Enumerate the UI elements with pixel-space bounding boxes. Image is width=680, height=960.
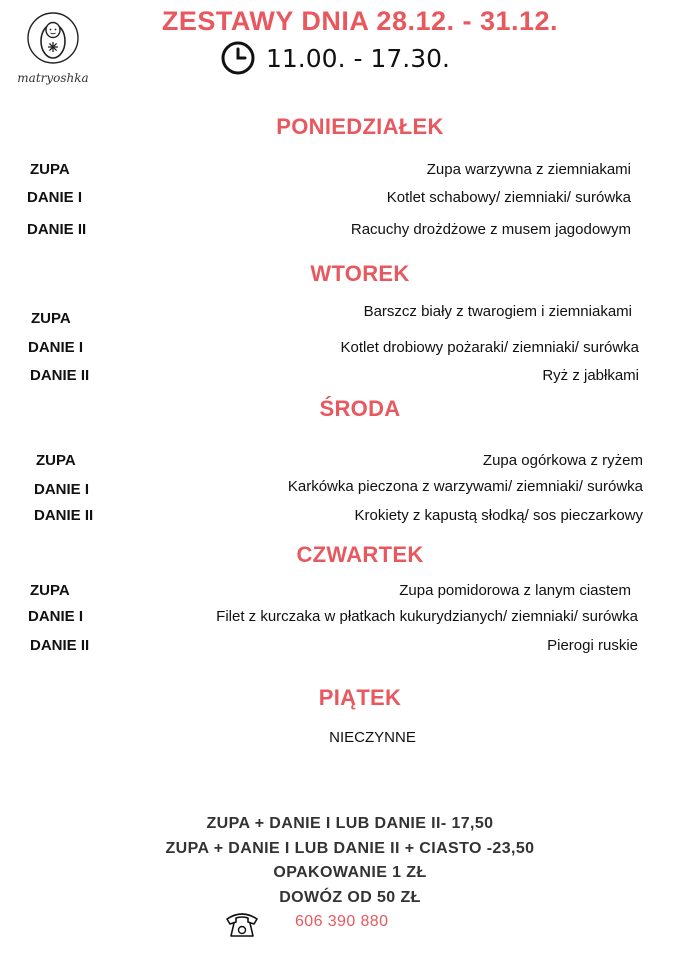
menu-label: ZUPA xyxy=(31,310,71,327)
menu-label: DANIE II xyxy=(27,221,87,238)
menu-dish: Zupa pomidorowa z lanym ciastem xyxy=(399,582,631,599)
menu-label: DANIE I xyxy=(34,481,90,498)
packaging-fee: OPAKOWANIE 1 ZŁ xyxy=(273,864,427,881)
day-heading-thursday: CZWARTEK xyxy=(296,542,424,567)
menu-dish: Barszcz biały z twarogiem i ziemniakami xyxy=(363,303,632,320)
menu-dish: Ryż z jabłkami xyxy=(542,367,639,384)
menu-dish: Zupa warzywna z ziemniakami xyxy=(426,161,631,178)
closed-notice: NIECZYNNE xyxy=(329,729,416,746)
menu-label: DANIE II xyxy=(34,507,94,524)
menu-dish: Karkówka pieczona z warzywami/ ziemniaki/ surówka xyxy=(287,478,643,495)
day-heading-wednesday: ŚRODA xyxy=(319,396,401,421)
phone-number[interactable]: 606 390 880 xyxy=(295,913,389,930)
delivery-note: DOWÓZ OD 50 ZŁ xyxy=(279,889,421,906)
hours-text: 11.00. - 17.30. xyxy=(266,43,450,73)
menu-dish: Racuchy drożdżowe z musem jagodowym xyxy=(350,221,631,238)
menu-dish: Kotlet drobiowy pożaraki/ ziemniaki/ surówka xyxy=(340,339,639,356)
menu-label: DANIE I xyxy=(28,608,84,625)
menu-dish: Filet z kurczaka w płatkach kukurydzianych/ ziemniaki/ surówka xyxy=(216,608,638,625)
logo-caption: matryoshka xyxy=(17,71,89,85)
day-heading-tuesday: WTOREK xyxy=(310,261,410,286)
opening-hours xyxy=(220,40,450,76)
menu-label: DANIE I xyxy=(28,339,84,356)
menu-label: DANIE II xyxy=(30,367,90,384)
menu-dish: Kotlet schabowy/ ziemniaki/ surówka xyxy=(386,189,631,206)
menu-label: ZUPA xyxy=(30,161,70,178)
menu-label: ZUPA xyxy=(30,582,70,599)
price-line: ZUPA + DANIE I LUB DANIE II + CIASTO -23,50 xyxy=(165,840,535,857)
telephone-icon xyxy=(224,910,260,940)
menu-dish: Pierogi ruskie xyxy=(547,637,638,654)
page-title: ZESTAWY DNIA 28.12. - 31.12. xyxy=(161,6,559,36)
clock-icon xyxy=(220,40,256,76)
menu-label: DANIE II xyxy=(30,637,90,654)
day-heading-friday: PIĄTEK xyxy=(318,685,402,710)
menu-label: DANIE I xyxy=(27,189,83,206)
menu-dish: Krokiety z kapustą słodką/ sos pieczarkowy xyxy=(354,507,643,524)
price-line: ZUPA + DANIE I LUB DANIE II- 17,50 xyxy=(206,815,494,832)
day-heading-monday: PONIEDZIAŁEK xyxy=(276,114,444,139)
menu-dish: Zupa ogórkowa z ryżem xyxy=(482,452,643,469)
menu-label: ZUPA xyxy=(36,452,76,469)
